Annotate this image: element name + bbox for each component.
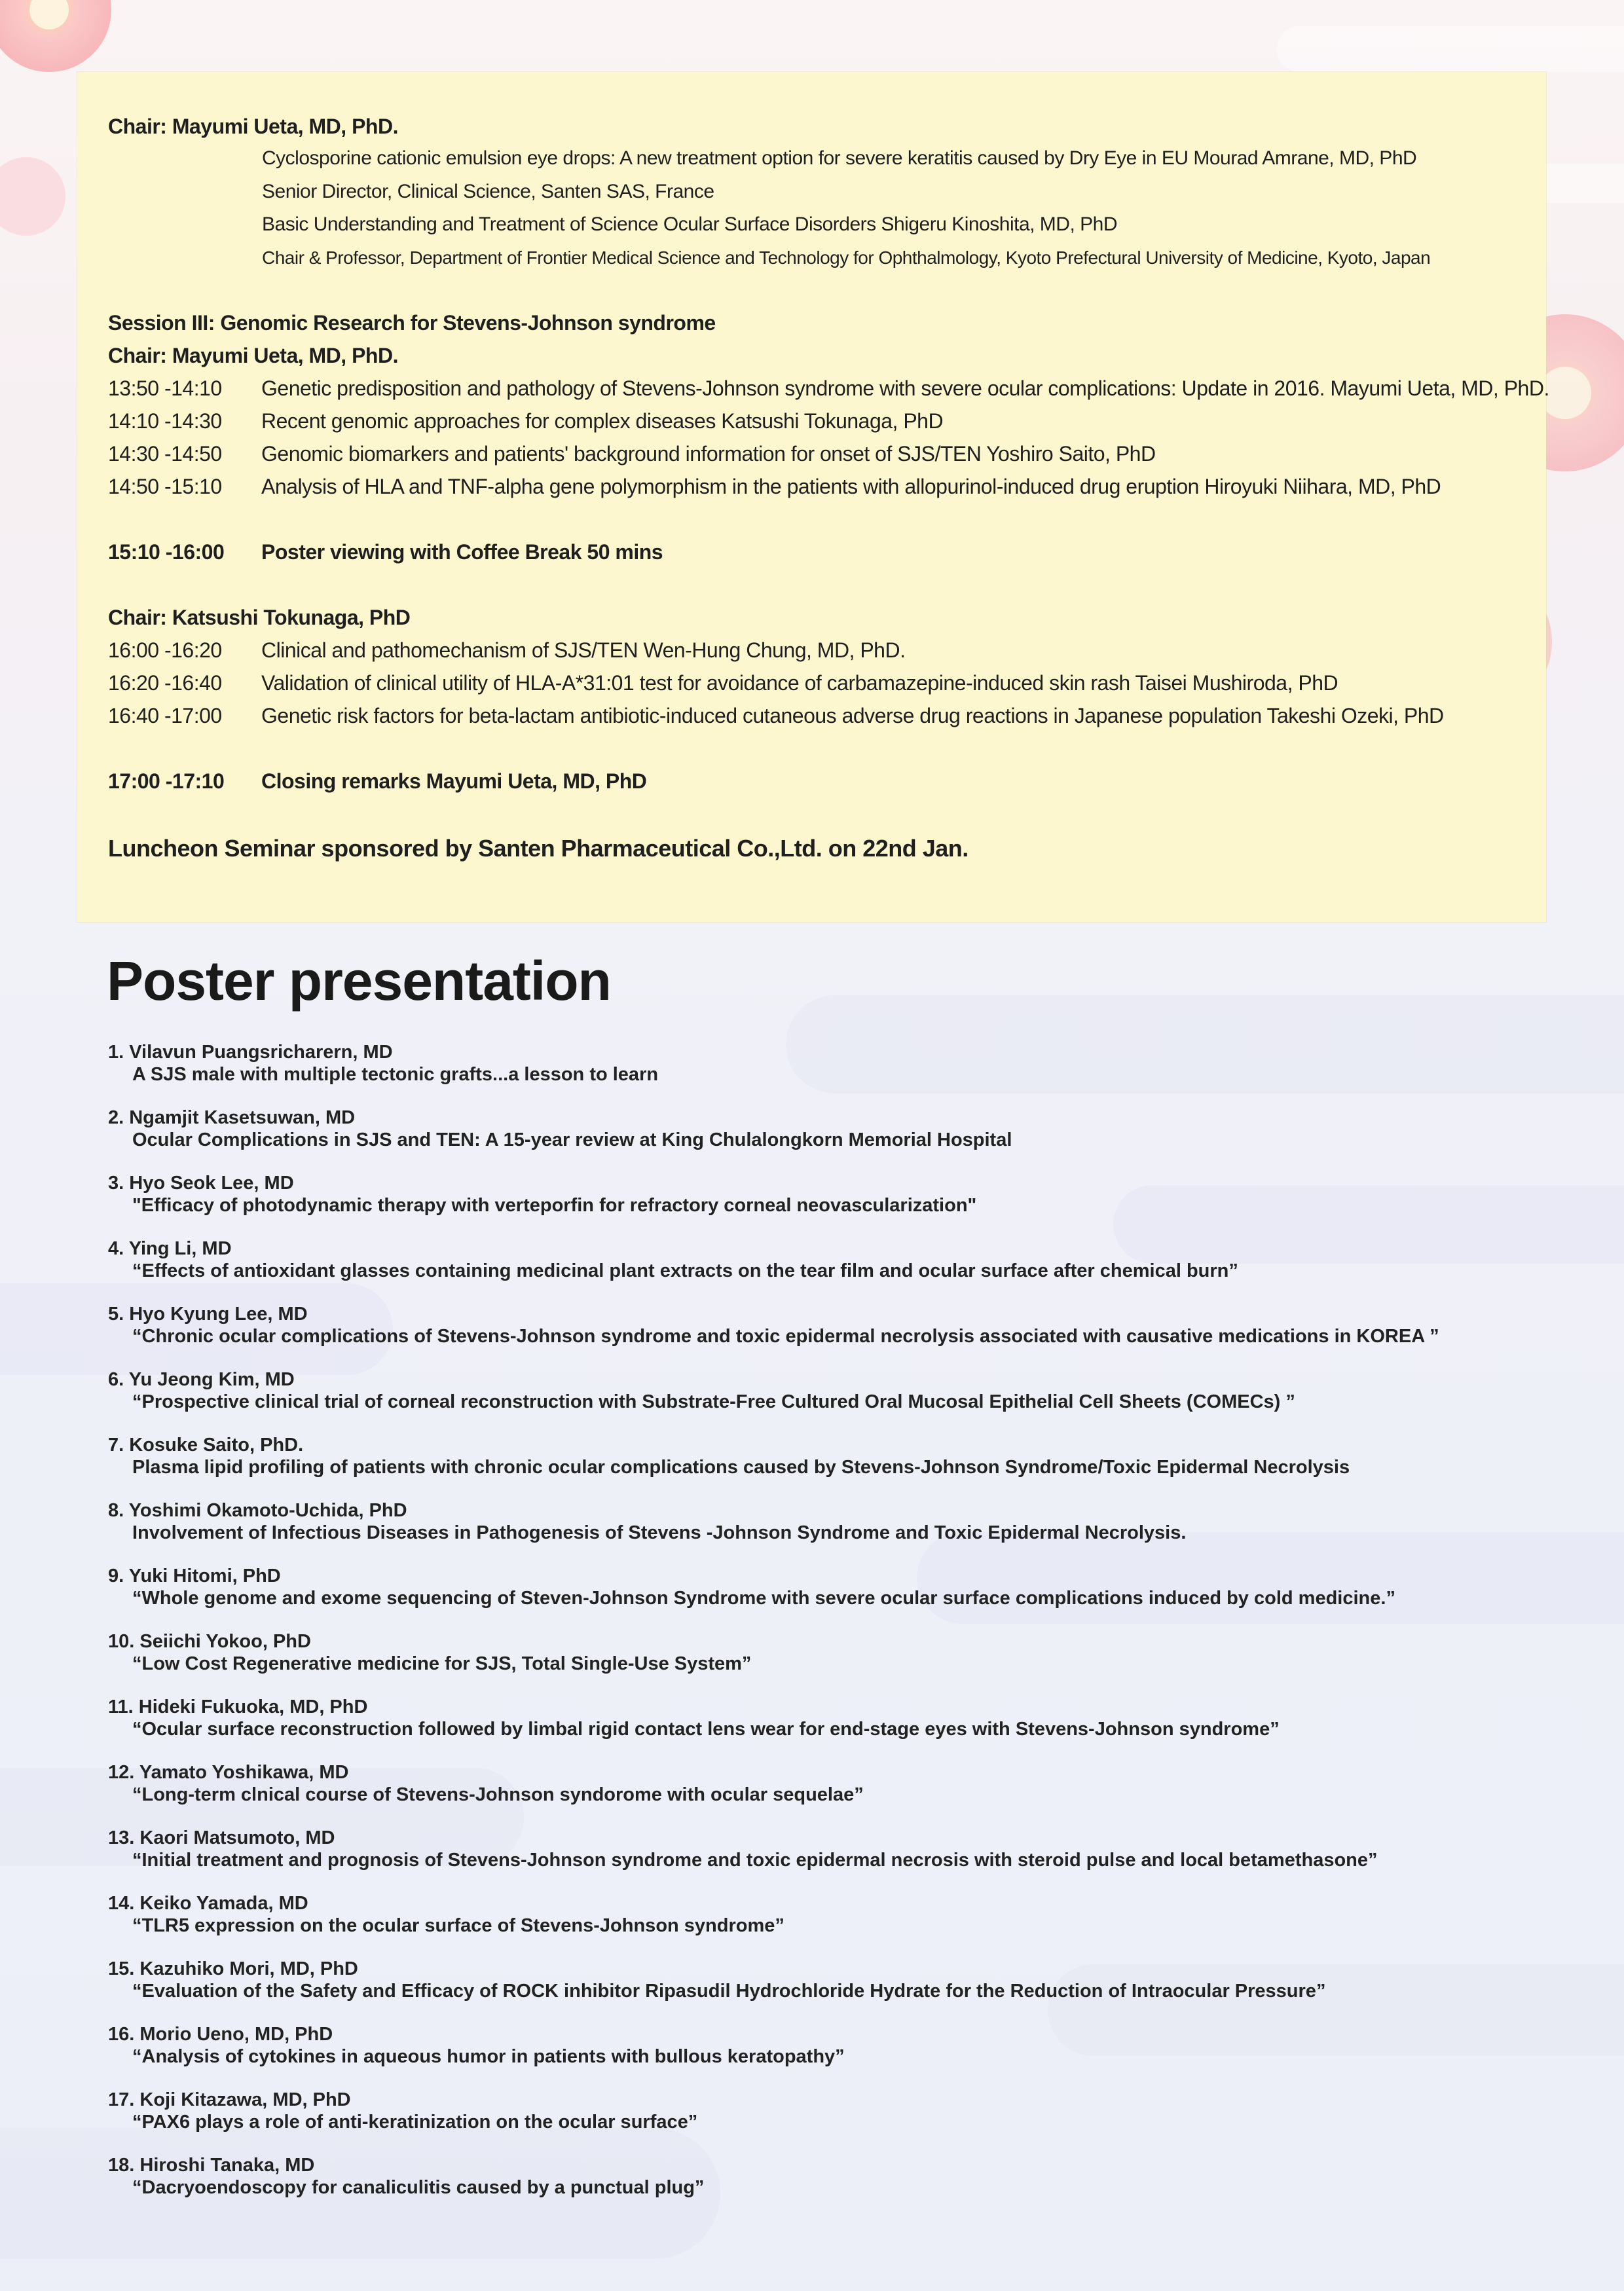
schedule-row (108, 475, 1441, 499)
poster-title: “Evaluation of the Safety and Efficacy of ROCK inhibitor Ripasudil Hydrochloride Hydrate for the Reduction of Intraocular Pressure” (132, 1981, 1326, 2002)
poster-author: 7. Kosuke Saito, PhD. (108, 1435, 304, 1456)
poster-title: Involvement of Infectious Diseases in Pathogenesis of Stevens -Johnson Syndrome and Toxic Epidermal Necrolysis. (132, 1522, 1187, 1543)
poster-author: 6. Yu Jeong Kim, MD (108, 1369, 295, 1390)
time-slot: 14:50 -15:10 (108, 475, 222, 498)
talk-text: Clinical and pathomechanism of SJS/TEN Wen-Hung Chung, MD, PhD. (261, 638, 906, 662)
break-row (108, 540, 663, 564)
poster-title: “Analysis of cytokines in aqueous humor in patients with bullous keratopathy” (132, 2046, 845, 2067)
poster-author: 12. Yamato Yoshikawa, MD (108, 1762, 349, 1783)
poster-title: A SJS male with multiple tectonic grafts...a lesson to learn (132, 1064, 659, 1085)
time-slot: 15:10 -16:00 (108, 540, 225, 564)
poster-title: Plasma lipid profiling of patients with chronic ocular complications caused by Stevens-Johnson Syndrome/Toxic Epidermal Necrolysis (132, 1457, 1350, 1478)
poster-title: “TLR5 expression on the ocular surface of Stevens-Johnson syndrome” (132, 1915, 784, 1936)
talk-title: Basic Understanding and Treatment of Science Ocular Surface Disorders Shigeru Kinoshita, MD, PhD (262, 213, 1117, 235)
poster-item (108, 1434, 1350, 1478)
poster-item (108, 1172, 976, 1217)
schedule-row (108, 442, 1156, 466)
poster-item (108, 1237, 1238, 1282)
poster-title: “PAX6 plays a role of anti-keratinization on the ocular surface” (132, 2112, 698, 2133)
poster-title: “Ocular surface reconstruction followed by limbal rigid contact lens wear for end-stage eyes with Stevens-Johnson syndrome” (132, 1719, 1280, 1740)
poster-heading: Poster presentation (107, 950, 611, 1012)
schedule-row (108, 671, 1338, 695)
time-slot: 16:40 -17:00 (108, 704, 222, 727)
time-slot: 14:30 -14:50 (108, 442, 222, 466)
schedule-row (108, 409, 943, 433)
talk-text: Genetic risk factors for beta-lactam antibiotic-induced cutaneous adverse drug reactions in Japanese population Takeshi Ozeki, PhD (261, 704, 1444, 727)
chair-heading: Chair: Mayumi Ueta, MD, PhD. (108, 115, 398, 138)
poster-item (108, 1107, 1012, 1151)
poster-item (108, 1827, 1378, 1871)
poster-item (108, 1761, 864, 1806)
talk-text: Validation of clinical utility of HLA-A*31:01 test for avoidance of carbamazepine-induced skin rash Taisei Mushiroda, PhD (261, 671, 1338, 695)
talk-text: Genomic biomarkers and patients' background information for onset of SJS/TEN Yoshiro Saito, PhD (261, 442, 1156, 466)
poster-title: “Prospective clinical trial of corneal reconstruction with Substrate-Free Cultured Oral Mucosal Epithelial Cell Sheets (COMECs) ” (132, 1391, 1295, 1412)
poster-title: “Whole genome and exome sequencing of Steven-Johnson Syndrome with severe ocular surface complications induced by cold medicine.” (132, 1588, 1395, 1609)
poster-author: 4. Ying Li, MD (108, 1238, 232, 1259)
flower-icon (0, 157, 65, 236)
talk-text: Recent genomic approaches for complex diseases Katsushi Tokunaga, PhD (261, 409, 944, 433)
poster-title: “Effects of antioxidant glasses containing medicinal plant extracts on the tear film and ocular surface after chemical burn” (132, 1260, 1238, 1281)
poster-author: 13. Kaori Matsumoto, MD (108, 1827, 335, 1848)
poster-item (108, 2089, 697, 2133)
talk-text: Analysis of HLA and TNF-alpha gene polymorphism in the patients with allopurinol-induced drug eruption Hiroyuki Niihara, MD, PhD (261, 475, 1441, 498)
chair-heading: Chair: Mayumi Ueta, MD, PhD. (108, 344, 398, 367)
poster-author: 17. Koji Kitazawa, MD, PhD (108, 2089, 351, 2110)
poster-item (108, 1696, 1280, 1740)
poster-item (108, 2154, 704, 2199)
poster-author: 14. Keiko Yamada, MD (108, 1893, 308, 1914)
poster-author: 3. Hyo Seok Lee, MD (108, 1173, 294, 1194)
luncheon-note: Luncheon Seminar sponsored by Santen Pharmaceutical Co.,Ltd. on 22nd Jan. (108, 835, 969, 862)
poster-author: 5. Hyo Kyung Lee, MD (108, 1304, 308, 1325)
poster-author: 1. Vilavun Puangsricharern, MD (108, 1042, 393, 1063)
poster-item (108, 1499, 1186, 1544)
session-title: Session III: Genomic Research for Stevens-Johnson syndrome (108, 311, 716, 335)
break-text: Poster viewing with Coffee Break 50 mins (261, 540, 663, 564)
closing-row (108, 769, 646, 794)
time-slot: 17:00 -17:10 (108, 769, 225, 793)
poster-title: “Chronic ocular complications of Stevens-Johnson syndrome and toxic epidermal necrolysis associated with causative medications in KOREA ” (132, 1326, 1439, 1347)
poster-item (108, 1368, 1295, 1413)
poster-title: “Initial treatment and prognosis of Stevens-Johnson syndrome and toxic epidermal necrosis with steroid pulse and local betamethasone” (132, 1850, 1378, 1871)
poster-item (108, 1565, 1395, 1609)
schedule-row (108, 638, 905, 663)
schedule-row (108, 704, 1444, 728)
poster-item (108, 1892, 784, 1937)
poster-author: 2. Ngamjit Kasetsuwan, MD (108, 1107, 356, 1128)
closing-text: Closing remarks Mayumi Ueta, MD, PhD (261, 769, 647, 793)
flower-icon (0, 0, 111, 72)
poster-author: 8. Yoshimi Okamoto-Uchida, PhD (108, 1500, 407, 1521)
poster-author: 9. Yuki Hitomi, PhD (108, 1566, 281, 1586)
time-slot: 13:50 -14:10 (108, 376, 222, 400)
poster-item (108, 2023, 845, 2068)
poster-item (108, 1958, 1325, 2002)
poster-title: Ocular Complications in SJS and TEN: A 15-year review at King Chulalongkorn Memorial Hospital (132, 1129, 1012, 1150)
poster-title: "Efficacy of photodynamic therapy with verteporfin for refractory corneal neovascularization" (132, 1195, 977, 1216)
time-slot: 16:20 -16:40 (108, 671, 222, 695)
poster-author: 11. Hideki Fukuoka, MD, PhD (108, 1696, 368, 1717)
chair-heading: Chair: Katsushi Tokunaga, PhD (108, 606, 411, 629)
poster-author: 15. Kazuhiko Mori, MD, PhD (108, 1958, 358, 1979)
poster-title: “Low Cost Regenerative medicine for SJS, Total Single-Use System” (132, 1653, 752, 1674)
talk-affiliation: Chair & Professor, Department of Frontier Medical Science and Technology for Ophthalmology, Kyoto Prefectural University of Medicine, Kyoto, Japan (262, 247, 1431, 268)
poster-item (108, 1630, 751, 1675)
schedule-row (108, 376, 1549, 401)
poster-author: 10. Seiichi Yokoo, PhD (108, 1631, 311, 1652)
talk-affiliation: Senior Director, Clinical Science, Santen SAS, France (262, 181, 714, 202)
talk-title: Cyclosporine cationic emulsion eye drops: A new treatment option for severe keratitis caused by Dry Eye in EU Mourad Amrane, MD, PhD (262, 147, 1417, 169)
poster-author: 16. Morio Ueno, MD, PhD (108, 2024, 333, 2045)
poster-item (108, 1303, 1439, 1347)
poster-title: “Dacryoendoscopy for canaliculitis caused by a punctual plug” (132, 2177, 705, 2198)
poster-item (108, 1041, 658, 1086)
talk-text: Genetic predisposition and pathology of Stevens-Johnson syndrome with severe ocular complications: Update in 2016. Mayumi Ueta, MD, PhD. (261, 376, 1549, 400)
poster-title: “Long-term clnical course of Stevens-Johnson syndorome with ocular sequelae” (132, 1784, 864, 1805)
poster-author: 18. Hiroshi Tanaka, MD (108, 2155, 315, 2176)
time-slot: 14:10 -14:30 (108, 409, 222, 433)
time-slot: 16:00 -16:20 (108, 638, 222, 662)
